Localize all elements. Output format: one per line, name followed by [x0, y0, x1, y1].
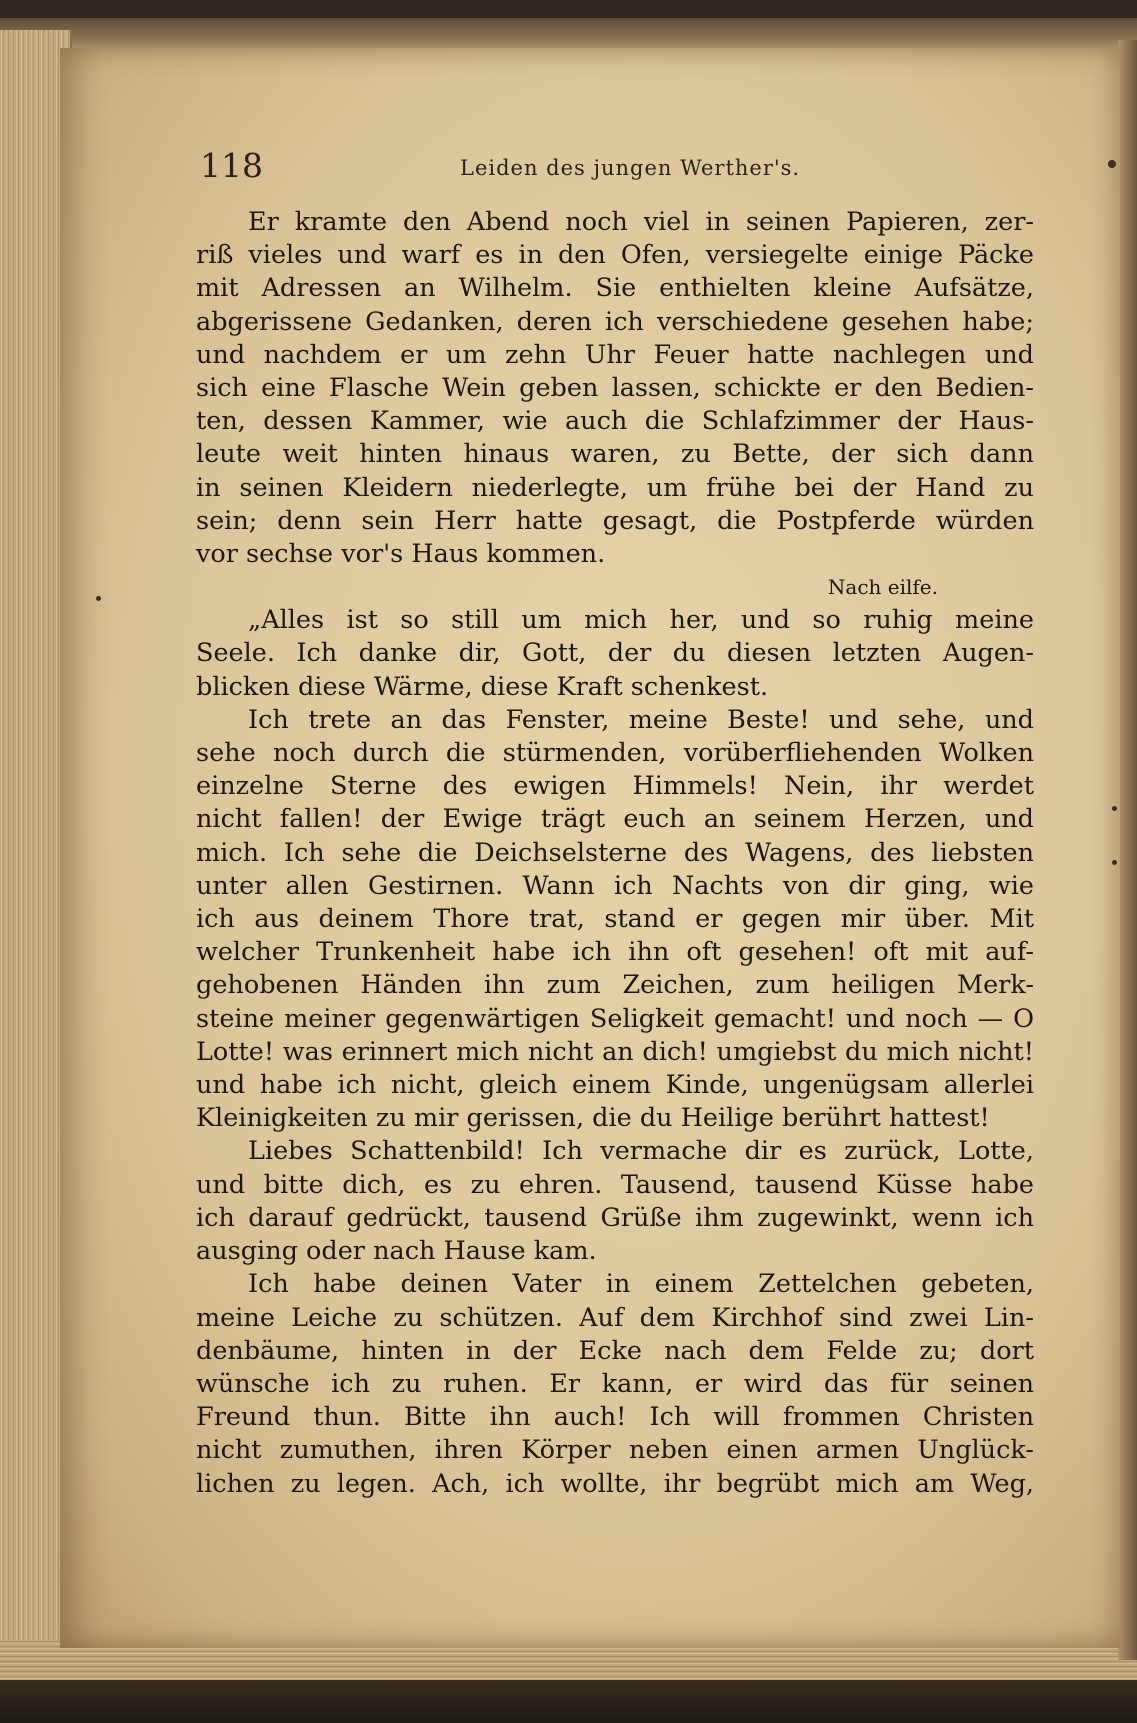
text-line: einzelne Sterne des ewigen Himmels! Nein, ihr werdet	[196, 771, 1034, 802]
text-line: „Alles ist so still um mich her, und so ruhig meine	[248, 605, 1034, 636]
text-line: Er kramte den Abend noch viel in seinen Papieren, zer-	[248, 207, 1034, 237]
text-line: und bitte dich, es zu ehren. Tausend, tausend Küsse habe	[196, 1169, 1034, 1200]
text-line: Lotte! was erinnert mich nicht an dich! umgiebst du mich nicht!	[196, 1036, 1034, 1067]
text-line: abgerissene Gedanken, deren ich verschiedene gesehen habe;	[196, 306, 1034, 337]
paragraph	[196, 1135, 1034, 1268]
text-line: ausging oder nach Hause kam.	[196, 1236, 597, 1267]
text-line: meine Leiche zu schützen. Auf dem Kirchhof sind zwei Lin-	[196, 1302, 1034, 1333]
text-line: nicht zumuthen, ihren Körper neben einen armen Unglück-	[196, 1435, 1034, 1466]
text-line: ich aus deinem Thore trat, stand er gegen mir über. Mit	[196, 904, 1034, 935]
paragraph	[196, 604, 1034, 704]
text-line: Ich trete an das Fenster, meine Beste! und sehe, und	[248, 704, 1034, 735]
paragraph	[196, 1268, 1034, 1500]
text-line: blicken diese Wärme, diese Kraft schenkest.	[196, 671, 769, 702]
book-right-edge	[1118, 40, 1137, 1660]
text-line: steine meiner gegenwärtigen Seligkeit gemacht! und noch — O	[196, 1003, 1034, 1034]
text-line: denbäume, hinten in der Ecke nach dem Felde zu; dort	[196, 1335, 1034, 1366]
text-line: vor sechse vor's Haus kommen.	[196, 539, 606, 570]
ink-speck	[1108, 160, 1116, 168]
body-text	[196, 206, 1034, 1501]
text-line: nicht fallen! der Ewige trägt euch an seinem Herzen, und	[196, 804, 1034, 835]
book-top-edge	[0, 18, 1137, 52]
text-line: mit Adressen an Wilhelm. Sie enthielten kleine Aufsätze,	[196, 273, 1034, 304]
text-line: leute weit hinten hinaus waren, zu Bette, der sich dann	[196, 439, 1034, 470]
text-line: ten, dessen Kammer, wie auch die Schlafzimmer der Haus-	[196, 406, 1034, 437]
paragraph	[196, 704, 1034, 1136]
text-line: und habe ich nicht, gleich einem Kinde, ungenügsam allerlei	[196, 1070, 1034, 1101]
text-line: mich. Ich sehe die Deichselsterne des Wagens, des liebsten	[196, 837, 1034, 868]
dateline: Nach eilfe.	[827, 575, 938, 600]
text-line: lichen zu legen. Ach, ich wollte, ihr begrübt mich am Weg,	[196, 1468, 1034, 1499]
ink-speck	[1112, 806, 1117, 811]
text-line: gehobenen Händen ihn zum Zeichen, zum heiligen Merk-	[196, 970, 1034, 1001]
text-line: und nachdem er um zehn Uhr Feuer hatte nachlegen und	[196, 339, 1034, 370]
ink-speck	[96, 596, 101, 601]
paragraph	[196, 206, 1034, 571]
text-line: unter allen Gestirnen. Wann ich Nachts von dir ging, wie	[196, 870, 1034, 901]
text-line: sich eine Flasche Wein geben lassen, schickte er den Bedien-	[196, 373, 1034, 404]
text-line: Seele. Ich danke dir, Gott, der du diesen letzten Augen-	[196, 638, 1034, 669]
page-number: 118	[200, 146, 263, 185]
text-line: Liebes Schattenbild! Ich vermache dir es zurück, Lotte,	[248, 1136, 1034, 1167]
running-title: Leiden des jungen Werther's.	[460, 156, 801, 180]
text-line: sehe noch durch die stürmenden, vorüberfliehenden Wolken	[196, 738, 1034, 769]
text-line: wünsche ich zu ruhen. Er kann, er wird das für seinen	[196, 1368, 1034, 1399]
ink-speck	[1112, 860, 1117, 865]
page-header	[200, 146, 1050, 186]
text-line: Kleinigkeiten zu mir gerissen, die du Heilige berührt hattest!	[196, 1103, 990, 1134]
text-line: Freund thun. Bitte ihn auch! Ich will frommen Christen	[196, 1402, 1034, 1433]
text-line: riß vieles und warf es in den Ofen, versiegelte einige Päcke	[196, 240, 1034, 271]
text-line: welcher Trunkenheit habe ich ihn oft gesehen! oft mit auf-	[196, 937, 1034, 968]
text-line: sein; denn sein Herr hatte gesagt, die Postpferde würden	[196, 505, 1034, 536]
text-line: Ich habe deinen Vater in einem Zettelchen gebeten,	[248, 1269, 1034, 1300]
text-line: in seinen Kleidern niederlegte, um frühe bei der Hand zu	[196, 472, 1034, 503]
text-line: ich darauf gedrückt, tausend Grüße ihm zugewinkt, wenn ich	[196, 1202, 1034, 1233]
